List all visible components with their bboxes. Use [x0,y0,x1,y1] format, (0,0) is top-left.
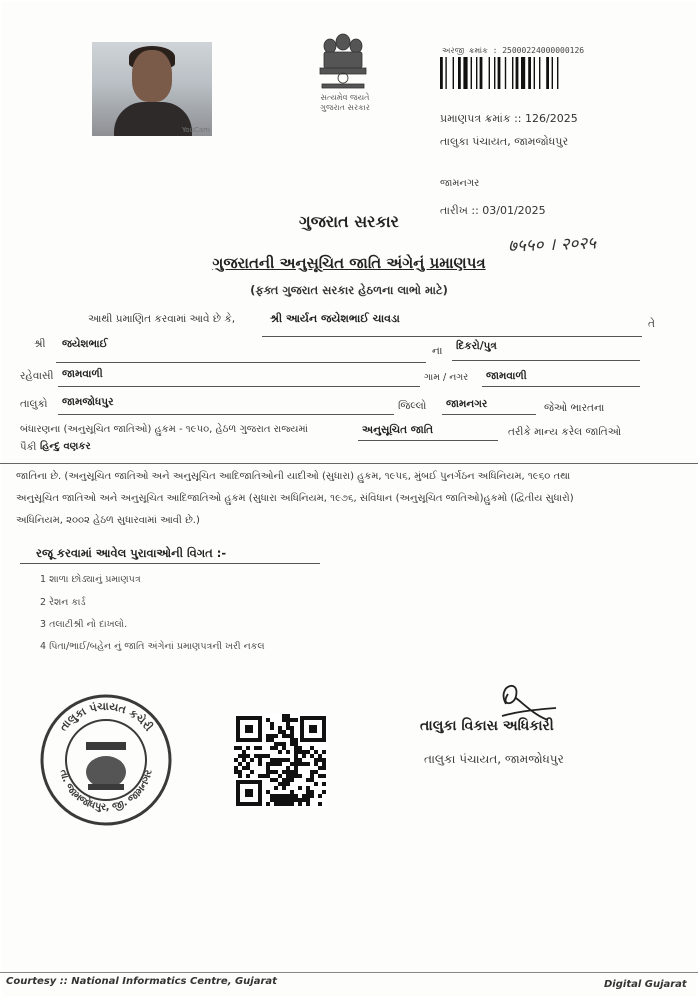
shri-label: શ્રી [34,338,46,350]
paragraph-line-3: અધિનિયમ, ૨૦૦૨ હેઠળ સુધારવામાં આવી છે.) [16,515,200,526]
officer-signature [486,676,566,724]
recognized-label: તરીકે માન્ય કરેલ જાતિઓ [508,426,622,438]
separator-line [0,463,698,464]
constitution-label: બંધારણના (અનુસૂચિત જાતિઓ) હુકમ - ૧૯૫૦, હેઠળ ગુજરાત રાજ્યમાં [20,424,308,435]
district-value: જામનગર [446,398,488,410]
paragraph-line-2: અનુસૂચિત જાતિઓ અને અનુસૂચિત આદિજાતિઓ હુકમ (સુધારા અધિનિયમ, ૧૯૭૬, સંવિધાન (અનુસૂચિત જાતિઓ)હુકમો (દ્વિતીય સુધારો) [16,493,574,504]
emblem-caption-line2: ગુજરાત સરકાર [320,103,370,112]
footer-divider [0,972,698,973]
office-seal-stamp [38,692,174,828]
handwritten-note: ७५५० । २०२५ [507,233,597,257]
document-item: 1 શાળા છોડ્યાનું પ્રમાણપત્ર [40,574,141,585]
qr-code [234,714,328,808]
document-item: 4 પિતા/ભાઈ/બહેન નું જાતિ અંગેનાં પ્રમાણપત્રની ખરી નકલ [40,641,265,652]
village-underline [482,386,640,387]
caste-value: હિન્દુ વણકર [40,441,91,452]
emblem-caption [300,93,390,113]
documents-title-underline [20,563,320,564]
taluka-label: તાલુકો [20,398,48,410]
applicant-photo [92,42,212,136]
resident-label: રહેવાસી [20,370,54,382]
seal-lower-text: તા. જામજોધપુર, જી. જામનગર [57,768,155,814]
na-label: ના [432,345,443,357]
applicant-name-underline [262,336,642,337]
documents-title: રજૂ કરવામાં આવેલ પુરાવાઓની વિગત :- [36,546,227,560]
document-item: 2 રેશન કાર્ડ [40,597,86,608]
signatory-designation: તાલુકા વિકાસ અધિકારી [420,718,554,734]
government-title: ગુજરાત સરકાર [299,212,399,231]
taluka-value: જામજોધપુર [62,396,114,408]
relation: દિકરો/પુત્ર [456,340,497,352]
taluka-underline [58,414,394,415]
intro-label: આથી પ્રમાણિત કરવામાં આવે છે કે, [88,313,236,325]
india-label: જેઓ ભારતના [544,402,605,414]
district-underline [442,414,536,415]
seal-outer-text: તાલુકા પંચાયત કચેરી [56,699,156,734]
application-number: અરજી ક્રમાંક : 25000224000000126 [442,46,585,55]
national-emblem-icon [312,28,374,90]
te-label: તે [648,318,655,330]
village-value: જામવાળી [486,370,527,382]
signatory-office: તાલુકા પંચાયત, જામજોધપુર [424,752,564,766]
father-name: જયેશભાઈ [62,338,108,350]
paragraph-line-1: જાતિના છે. (અનુસૂચિત જાતિઓ અને અનુસૂચિત આદિજાતિઓની યાદીઓ (સુધારા) હુકમ, ૧૯૫૬, મુંબઈ પુનર્ગઠન અધિનિયમ, ૧૯૬૦ તથા [16,471,571,482]
certificate-title: ગુજરાતની અનુસૂચિત જાતિ અંગેનું પ્રમાણપત્ર [212,254,486,272]
issuing-office: તાલુકા પંચાયત, જામજોધપુર [440,135,569,148]
village-label: ગામ / નગર [424,372,469,383]
category-value: અનુસૂચિત જાતિ [362,424,434,436]
resident-underline [58,386,420,387]
certificate-subtitle: (ફક્ત ગુજરાત સરકાર હેઠળના લાભો માટે) [250,283,448,297]
footer-brand: Digital Gujarat [604,979,687,990]
caste-prefix: પૈકી [20,442,37,453]
barcode [440,57,590,89]
photo-watermark: YouCam [181,126,210,134]
father-name-underline [56,362,426,363]
footer-courtesy: Courtesy :: National Informatics Centre, Gujarat [6,976,277,987]
category-underline [358,440,498,441]
document-item: 3 તલાટીશ્રી નો દાખલો. [40,619,128,630]
certificate-number: પ્રમાણપત્ર ક્રમાંક :: 126/2025 [440,112,578,125]
applicant-name: શ્રી આર્યન જયેશભાઈ ચાવડા [270,312,400,325]
emblem-caption-line1: સત્યમેવ જયતે [320,93,370,102]
district-label: જિલ્લો [398,400,427,412]
issue-date: તારીખ :: 03/01/2025 [440,204,546,217]
district-header: જામનગર [440,178,480,189]
resident-value: જામવાળી [62,368,103,380]
relation-underline [452,360,640,361]
legal-paragraph [16,466,684,532]
